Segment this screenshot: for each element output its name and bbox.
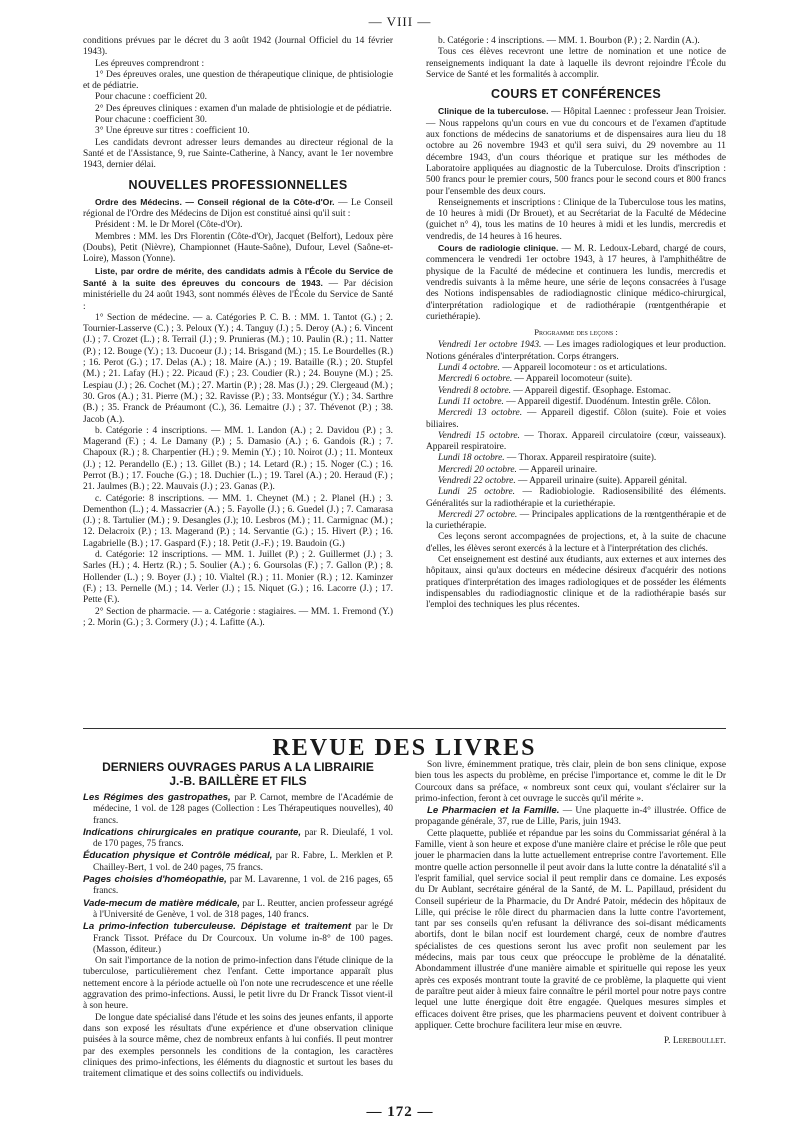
book-title: Indications chirurgicales en pratique courante, [83,826,302,838]
paragraph-medecine: 1° Section de médecine. — a. Catégories P. C. B. : MM. 1. Tantot (G.) ; 2. Tournier-Lasserve (C.) ; 3. Peloux (Y.) ; 4. Tanguy (J.) ; 5. Deroy (A.) ; 6. Vincent (J.) ; 7. Crozet (L.) ; 8. Terrail (J.) ; 9. Prunieras (M.) ; 10. Paulin (R.) ; 11. Natter (P.) ; 12. Bouge (Y.) ; 13. Ducoeur (J.) ; 14. Brisgand (M.) ; 15. Le Bourdelles (R.) ; 16. Perot (G.) ; 17. Delas (A.) ; 18. Maire (A.) ; 19. Bataille (R.) ; 20. Stupfel (M.) ; 21. Lafay (H.) ; 22. Picaud (F.) ; 23. Coudier (R.) ; 24. Bouyne (M.) ; 25. Lespiau (J.) ; 26. Cochet (M.) ; 27. Martin (P.) ; 28. Mas (J.) ; 29. Clergeaud (M.) ; 30. Gros (A.) ; 31. Pierre (M.) ; 32. Ravisse (P.) ; 33. Montségur (Y.) ; 34. Sarthre (B.) ; 35. Franck de Préaumont (C.), 36. Lemaitre (J.) ; 37. Thévenot (P.) ; 38. Jacob (A.). [83,312,393,425]
lesson-text: — Appareil locomoteur : os et articulations. [499,363,668,374]
paragraph-radio [426,243,726,323]
book-entry [83,827,393,851]
derniers-heading [83,760,393,788]
primo-text: par le Dr Franck Tissot. Préface du Dr Courcoux. Un volume in-8° de 100 pages. (Masson, éditeur.) [93,922,393,955]
programme-title: Programme des leçons : [534,327,618,338]
lesson-text: — Thorax. Appareil circulatoire (cœur, vaisseaux). Appareil respiratoire. [426,430,726,453]
book-details: par R. Dieulafé, 1 vol. de 170 pages, 75 francs. [93,827,393,850]
paragraph-liste [83,266,393,313]
lesson-date: Mercredi 13 octobre. [438,408,523,419]
section-title-nouvelles: NOUVELLES PROFESSIONNELLES [128,177,348,192]
primo-title: La primo-infection tuberculeuse. Dépistage et traitement [83,921,352,933]
lesson-item [426,453,726,464]
book-title: Pages choisies d'homéopathie, [83,874,227,886]
lesson-item [426,476,726,487]
book-entry [83,874,393,898]
book-list [83,792,393,921]
paragraph: 1° Des épreuves orales, une question de thérapeutique clinique, de phtisiologie et de pédiatrie. [83,69,393,92]
text-liste: — Par décision ministérielle du 24 août 1943, sont nommés élèves de l'École du Service de Santé : [83,278,393,312]
lesson-item [426,363,726,374]
paragraph-renseignements: Renseignements et inscriptions : Clinique de la Tuberculose tous les matins, de 10 heures à midi (Dr Brouet), et au Secrétariat de la Faculté de Médecine (guichet n° 4), tous les matins de 10 heures à midi et les lundis, mercredis et vendredis, de 14 heures à 16 heures. [426,197,726,242]
lesson-item [426,465,726,476]
paragraph: Pour chacune : coefficient 30. [95,115,208,126]
revue-left-column [83,760,393,1080]
lesson-item [426,340,726,363]
lesson-text: — Appareil digestif. Duodénum. Intestin grêle. Côlon. [503,396,711,407]
lesson-date: Lundi 11 octobre. [438,396,504,407]
paragraph-clinique [426,106,726,197]
lesson-list [426,340,726,532]
paragraph-enseignement: Cet enseignement est destiné aux étudiants, aux externes et aux internes des hôpitaux, ainsi qu'aux docteurs en médecine désireux d'acquérir des notions pratiques d'interprétation des images radiologiques et de posséder les éléments indispensables du radiodiagnostic clinique et de la radiothérapie basés sur l'emploi des techniques les plus récentes. [426,555,726,611]
book-title: Éducation physique et Contrôle médical, [83,850,273,862]
paragraph: Pour chacune : coefficient 20. [95,92,208,103]
paragraph: 2° Des épreuves cliniques : examen d'un malade de phtisiologie et de pédiatrie. [95,103,392,114]
page-header: — VIII — [368,14,432,29]
lesson-text: — Les images radiologiques et leur production. Notions générales d'interprétation. Corps étrangers. [426,340,726,362]
lesson-item [426,487,726,510]
paragraph-tous: Tous ces élèves recevront une lettre de nomination et une notice de renseignements indiquant la date à laquelle ils devront rejoindre l'École du Service de Santé et les formalités à accomplir. [426,47,726,80]
lesson-date: Vendredi 1er octobre 1943. [438,340,542,351]
lesson-item [426,431,726,454]
section-title-cours: COURS ET CONFÉRENCES [491,87,661,102]
lesson-date: Vendredi 22 octobre. [438,475,516,486]
pharmacien-title: Le Pharmacien et la Famille. [427,805,560,817]
lesson-text: — Appareil urinaire. [516,464,598,475]
lesson-date: Vendredi 15 octobre. [438,430,520,441]
lesson-text: — Appareil digestif. Œsophage. Estomac. [510,385,671,396]
revue-right-column [415,760,726,1047]
book-entry [83,898,393,922]
lesson-text: — Principales applications de la rœntgenthérapie et de la curiethérapie. [426,509,726,532]
text-ordre: — Le Conseil régional de l'Ordre des Médecins de Dijon est constitué ainsi qu'il suit : [83,197,393,220]
paragraph: Les épreuves comprendront : [95,58,205,69]
book-details: par M. Lavarenne, 1 vol. de 216 pages, 65 francs. [93,875,393,897]
lead-clinique: Clinique de la tuberculose. [438,106,549,117]
pharmacien-entry [415,805,726,829]
lesson-text: — Radiobiologie. Radiosensibilité des éléments. Généralités sur la radiothérapie et la curiethérapie. [426,487,726,509]
book-entry [83,792,393,827]
paragraph: Les candidats devront adresser leurs demandes au directeur régional de la Santé et de l'Assistance, 9, rue Sainte-Catherine, à Nancy, avant le 1er novembre 1943, dernier délai. [83,137,393,171]
book-title: Vade-mecum de matière médicale, [83,897,240,909]
book-entry [83,850,393,874]
review-paragraph: Son livre, éminemment pratique, très clair, plein de bon sens clinique, expose bien tous les aspects du problème, en précise l'importance et, comme le dit le Dr Courcoux dans sa préface, « nombreux sont ceux qui, voulant s'éclairer sur la primo-infection, feront à cet ouvrage le succès qu'il mérite ». [415,760,726,804]
page-number: — 172 — [366,1104,434,1120]
right-column [426,36,726,612]
primo-entry [83,921,393,956]
paragraph-ordre [83,197,393,221]
left-column [83,36,393,629]
paragraph-cat-b: b. Catégorie : 4 inscriptions. — MM. 1. Landon (A.) ; 2. Davidou (P.) ; 3. Magerand (F.) ; 4. Le Damany (P.) ; 5. Damasio (A.) ; 6. Gandois (R.) ; 7. Chapoux (R.) ; 8. Charpentier (H.) ; 9. Memin (Y.) ; 10. Noirot (J.) ; 11. Monteux (J.) ; 12. Perandello (E.) ; 13. Gillet (B.) ; 14. Letard (R.) ; 15. Noger (C.) ; 16. Perrot (B.) ; 17. Fouche (G.) ; 18. Duchier (L.) ; 19. Tarel (A.) ; 20. Heraud (F.) ; 21. Jaulmes (B.) ; 22. Mauvais (J.) ; 23. Ganas (P.). [83,425,393,493]
paragraph-cat-d: d. Catégorie: 12 inscriptions. — MM. 1. Juillet (P.) ; 2. Guillermet (J.) ; 3. Sarles (H.) ; 4. Hertz (R.) ; 5. Soulier (A.) ; 6. Goursolas (F.) ; 7. Gallon (P.) ; 8. Hollender (L.) ; 9. Boyer (J.) ; 10. Vialtel (R.) ; 11. Monier (R.) ; 12. Kaminzer (F.) ; 13. Pernelle (M.) ; 14. Verler (J.) ; 15. Niquet (G.) ; 16. Lacorre (J.) ; 17. Pette (F.). [83,550,393,606]
book-title: Les Régimes des gastropathes, [83,792,231,803]
lesson-date: Lundi 18 octobre. [438,453,505,464]
lesson-date: Mercredi 20 octobre. [438,464,517,475]
pharmacien-text: — Une plaquette in-4° illustrée. Office de propagande générale, 37, rue de Lille, Paris, juin 1943. [415,806,726,828]
paragraph-president: Président : M. le Dr Morel (Côte-d'Or). [95,220,243,231]
lesson-text: — Appareil digestif. Côlon (suite). Foie et voies biliaires. [426,408,726,430]
paragraph-cat-b-pharm: b. Catégorie : 4 inscriptions. — MM. 1. Bourbon (P.) ; 2. Nardin (A.). [438,36,700,46]
primo-paragraph-1: On sait l'importance de la notion de primo-infection dans l'étude clinique de la tuberculose, particulièrement chez l'enfant. Cette importance apparaît plus nettement encore à la période actuelle où l'on note une recrudescence et une réelle aggravation des primo-infections. Aussi, le petit livre du Dr Franck Tissot vient-il à son heure. [83,956,393,1012]
lesson-text: — Appareil locomoteur (suite). [512,374,633,385]
lesson-item [426,374,726,385]
lesson-item [426,408,726,431]
revue-title: REVUE DES LIVRES [272,735,537,761]
paragraph-membres: Membres : MM. les Drs Florentin (Côte-d'Or), Jacquet (Belfort), Ledoux père (Doubs), Petit (Nièvre), Championnet (Haute-Saône), Dufour, Level (Saône-et-Loire), Masson (Yonne). [83,231,393,265]
lesson-item [426,397,726,408]
book-details: par R. Fabre, L. Merklen et P. Chailley-Bert, 1 vol. de 240 pages, 75 francs. [93,851,393,873]
primo-paragraph-2: De longue date spécialisé dans l'étude et les soins des jeunes enfants, il apporte dans son exposé les résultats d'une expérience et d'une observation clinique puisées à la source même, chez de nombreux enfants à lui confiés. Il peut montrer par des exemples personnels les conditions de la contagion, les caractères cliniques des primo-infections, les éléments du diagnostic et surtout les bases du traitement climatique et des soins collectifs ou individuels. [83,1012,393,1080]
paragraph: 3° Une épreuve sur titres : coefficient 10. [95,126,250,137]
lead-radio: Cours de radiologie clinique. [438,243,559,254]
lesson-text: — Appareil urinaire (suite). Appareil génital. [515,475,687,486]
lead-liste: Liste, par ordre de mérite, des candidats admis à l'École du Service de Santé à la suite des épreuves du concours de 1943. [83,265,393,288]
lesson-date: Mercredi 27 octobre. [438,509,518,520]
section-divider [83,728,726,729]
book-details: par L. Reutter, ancien professeur agrégé à l'Université de Genève, 1 vol. de 318 pages, 140 francs. [93,898,393,920]
lesson-date: Lundi 25 octobre. [438,487,515,498]
paragraph-lecons: Ces leçons seront accompagnées de projections, et, à la suite de chacune d'elles, les élèves seront exercés à la lecture et à l'interprétation des clichés. [426,532,726,554]
derniers-line-1: DERNIERS OUVRAGES PARUS A LA LIBRAIRIE [102,760,374,774]
lead-ordre: Ordre des Médecins. — Conseil régional de la Côte-d'Or. [95,196,335,207]
text-radio: — M. R. Ledoux-Lebard, chargé de cours, commencera le vendredi 1er octobre 1943, à 17 heures, à l'amphithéâtre de physique de la Faculté de médecine et continuera les lundis, mercredis et vendredis suivants à la même heure, une série de leçons consacrées à l'usage des Notions indispensables de radiodiagnostic clinique médico-chirurgical, d'interprétation radiologique et de radiothérapie (rœntgenthérapie et curiethérapie). [426,244,726,322]
paragraph-pharmacie: 2° Section de pharmacie. — a. Catégorie : stagiaires. — MM. 1. Fremond (Y.) ; 2. Morin (G.) ; 3. Cormery (J.) ; 4. Lafitte (A.). [83,606,393,628]
lesson-item [426,510,726,533]
lesson-item [426,386,726,397]
text-clinique: — Hôpital Laennec : professeur Jean Troisier. — Nous rappelons qu'un cours en vue du concours et de l'examen d'aptitude aux fonctions de médecins de sanatoriums et de dispensaires aura lieu du 18 octobre au 26 novembre 1943 et qu'il sera suivi, du 29 novembre au 11 décembre 1943, d'un cours théorique et pratique sur les méthodes de Laboratoire appliquées au diagnostic de la Tuberculose. Droits d'inscription : 500 francs pour le premier cours, 500 francs pour le second cours et 800 francs pour l'ensemble des deux cours. [426,107,726,197]
lesson-date: Lundi 4 octobre. [438,363,500,374]
lesson-date: Mercredi 6 octobre. [438,374,513,385]
book-details: par P. Carnot, membre de l'Académie de médecine, 1 vol. de 128 pages (Collection : Les Thérapeutiques nouvelles), 40 francs. [93,793,393,826]
pharmacien-paragraph: Cette plaquette, publiée et répandue par les soins du Commissariat général à la Famille, vient à son heure et expose d'une manière claire et précise le rôle que peut jouer le pharmacien dans la lutte actuellement entreprise contre l'avortement. Elle montre quelle action personnelle il peut avoir dans la lutte contre la dénatalité s'il a l'esprit familial, quel service social il peut remplir dans ce domaine. Les exposés du Dr Aublant, secrétaire général de la Santé, de M. L. Papillaud, président du Conseil supérieur de la Pharmacie, du Dr André Patoir, médecin des hôpitaux de Lille, qui précise le rôle direct du pharmacien dans la lutte contre l'avortement, tant par ses conseils qu'en refusant la délivrance des soi-disant médicaments abortifs, dont le bilan nocif est lourdement chargé, ceux de nombre d'autres spécialistes de ces questions seront lus avec profit non seulement par les médecins, mais par tous ceux que préoccupe le problème de la dénatalité. Abondamment illustrée d'une manière aimable et spirituelle qui repose les yeux après ces exposés montrant toute la gravité de ce problème, la plaquette qui vient de paraître peut aider à mieux faire connaître le péril mortel pour notre pays contre lequel une lutte énergique doit être engagée. Quelques mesures simples et efficaces doivent être prises, que les pharmaciens peuvent et doivent contribuer à appliquer. Cette brochure facilitera leur mise en œuvre. [415,828,726,1031]
paragraph: conditions prévues par le décret du 3 août 1942 (Journal Officiel du 14 février 1943). [83,36,393,58]
paragraph-cat-c: c. Catégorie: 8 inscriptions. — MM. 1. Cheynet (M.) ; 2. Planel (H.) ; 3. Dementhon (L.) ; 4. Massacrier (A.) ; 5. Fayolle (J.) ; 6. Guedel (J.) ; 7. Camarasa (J.) ; 8. Tartulier (M.) ; 9. Desangles (J.); 10. Lesbros (M.) ; 11. Carmignac (M.) ; 12. Delacroix (P.) ; 13. Magerand (P.) ; 14. Servantie (G.) ; 15. Hivert (P.) ; 16. Lagabrielle (B.) ; 17. Gaspard (F.) ; 18. Petit (J.-F.) ; 19. Baudoin (G.) [83,493,393,549]
lesson-date: Vendredi 8 octobre. [438,385,511,396]
derniers-line-2: J.-B. BAILLÈRE ET FILS [169,774,307,788]
signature: P. Lereboullet. [663,1036,726,1047]
lesson-text: — Thorax. Appareil respiratoire (suite). [504,453,657,464]
